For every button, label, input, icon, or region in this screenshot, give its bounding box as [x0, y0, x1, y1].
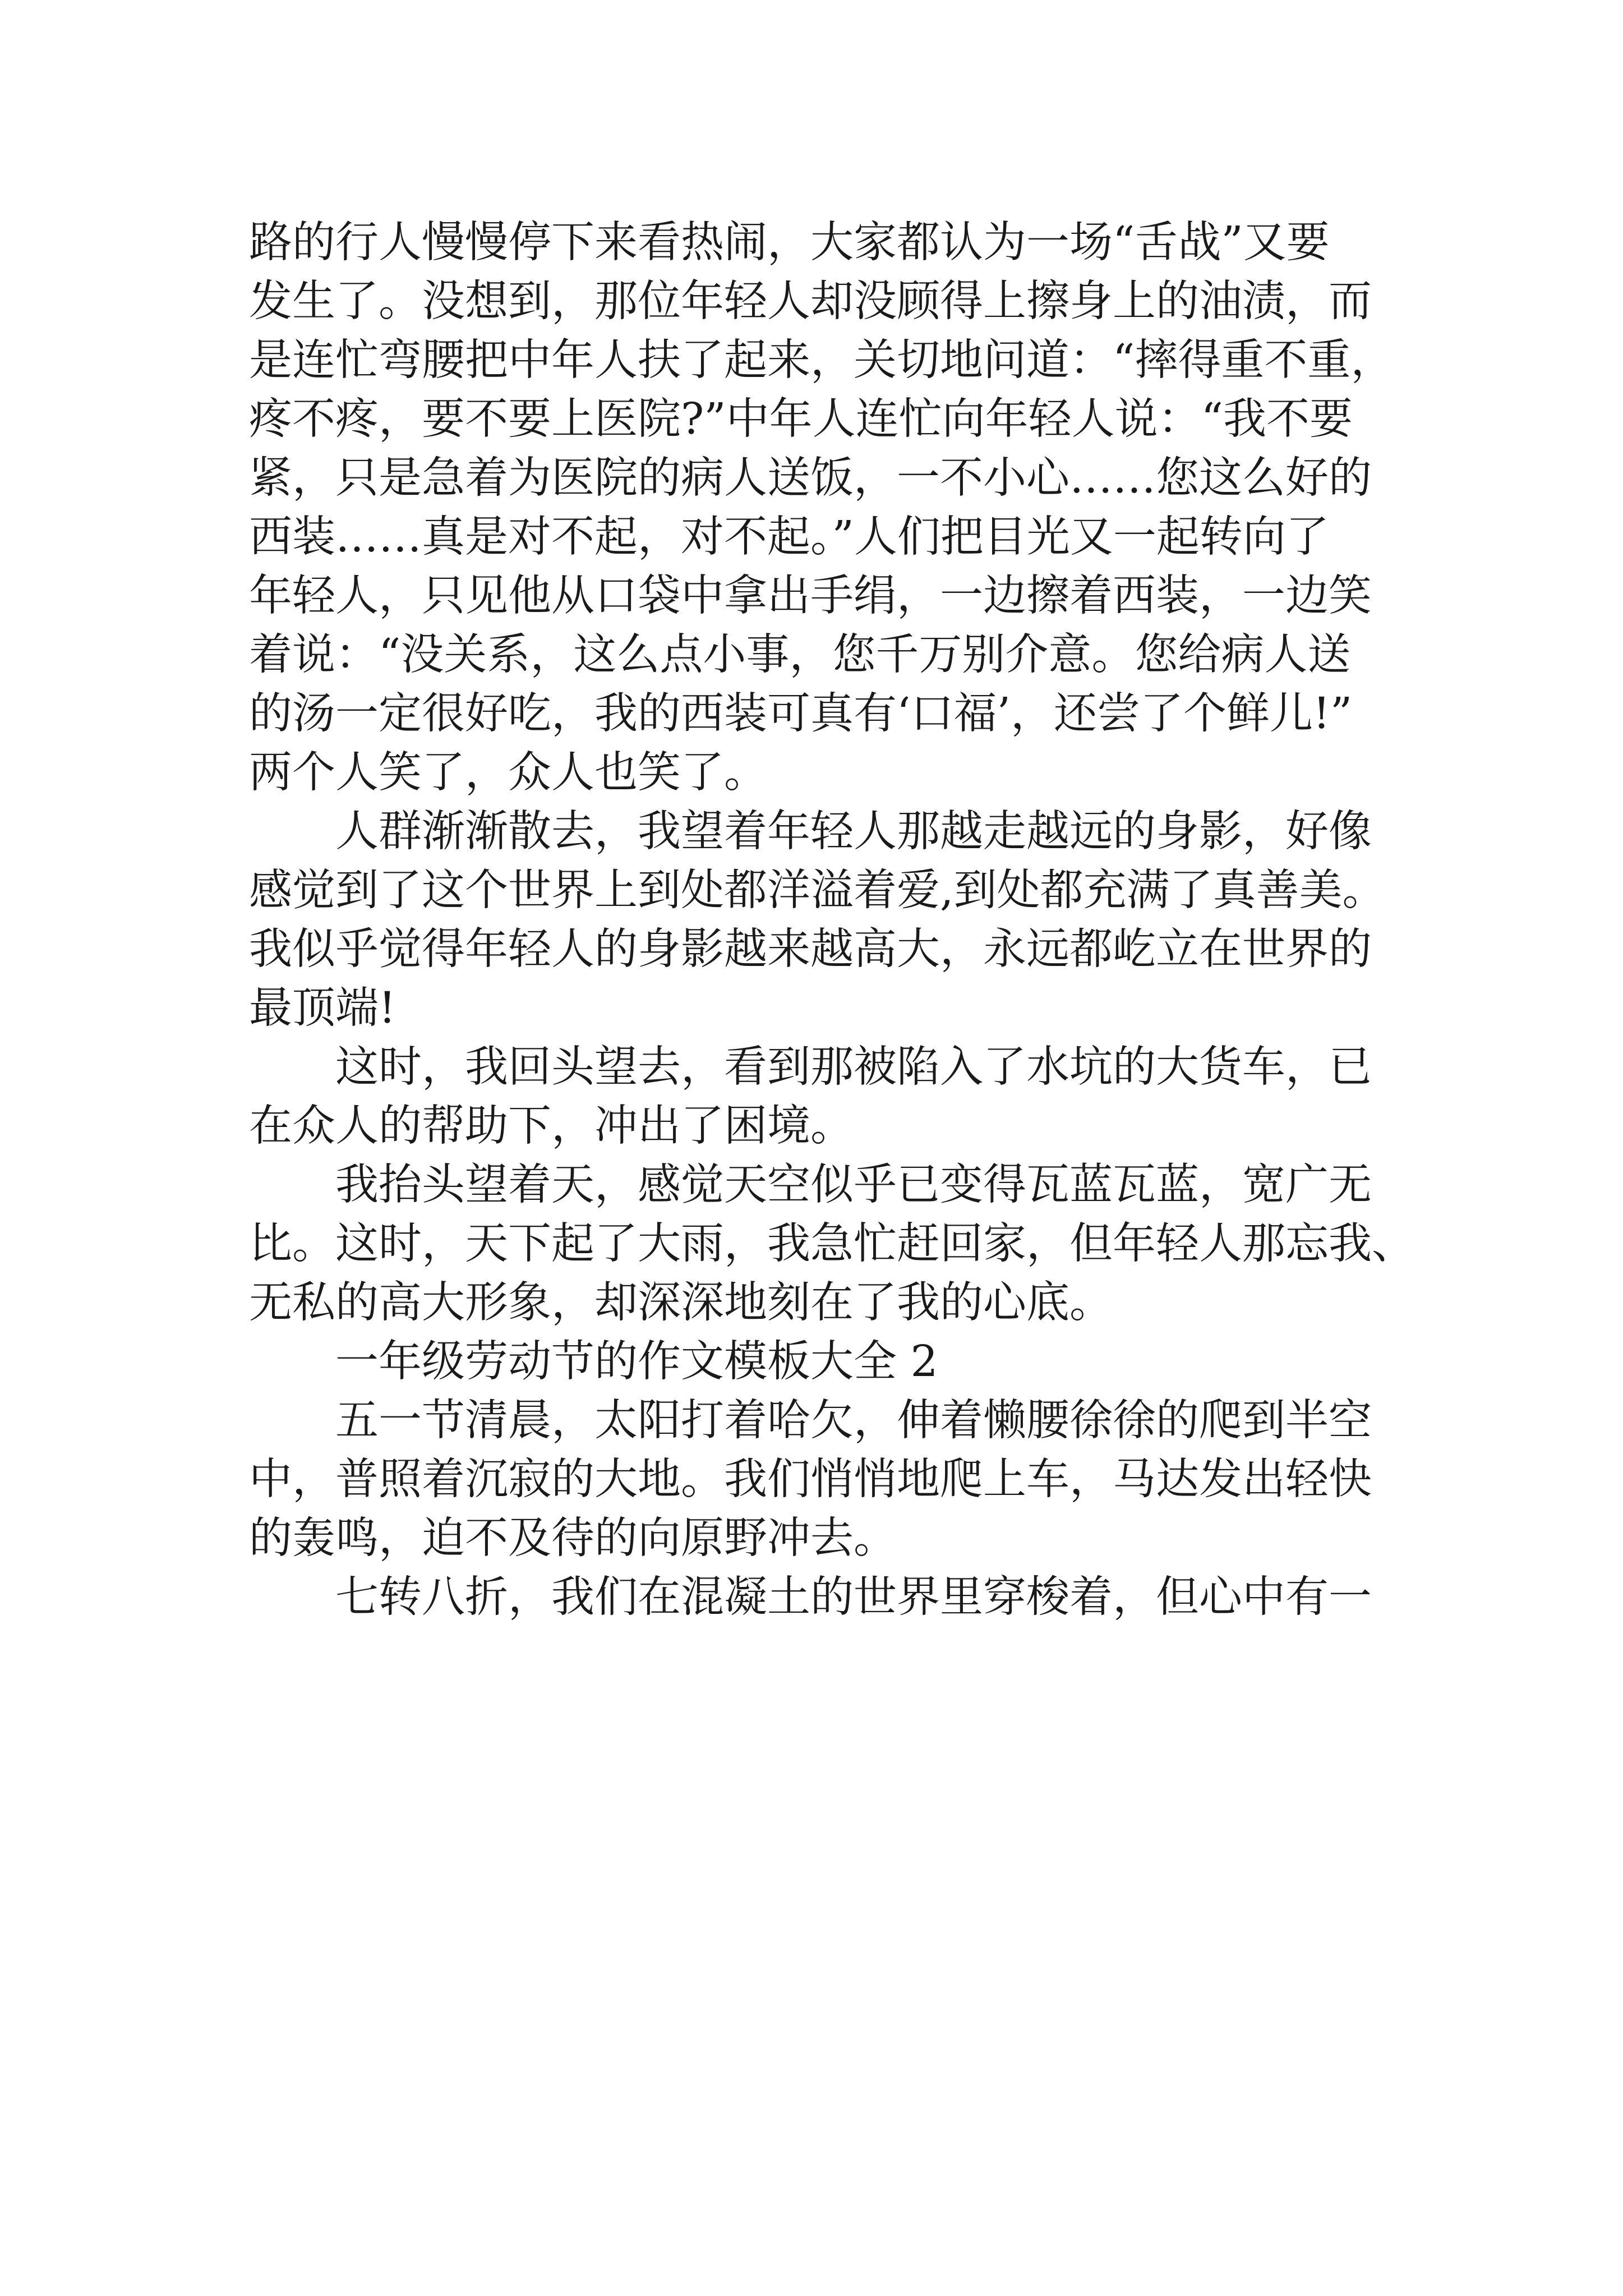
body-text: [249, 213, 1415, 1627]
text-line: 着说：“没关系，这么点小事，您千万别介意。您给病人送: [249, 630, 1351, 680]
text-line: 两个人笑了，众人也笑了。: [249, 748, 767, 798]
text-line: 的轰鸣，迫不及待的向原野冲去。: [249, 1513, 897, 1563]
paragraph-first-line: 人群渐渐散去，我望着年轻人那越走越远的身影，好像: [335, 807, 1372, 857]
text-line: 路的行人慢慢停下来看热闹，大家都认为一场“舌战”又要: [249, 218, 1330, 268]
text-line: 的汤一定很好吃，我的西装可真有‘口福’，还尝了个鲜儿!”: [249, 689, 1353, 739]
text-line: 是连忙弯腰把中年人扶了起来，关切地问道：“摔得重不重，: [249, 335, 1394, 385]
section-title: 一年级劳动节的作文模板大全 2: [335, 1337, 938, 1387]
paragraph-first-line: 七转八折，我们在混凝土的世界里穿梭着，但心中有一: [335, 1572, 1372, 1622]
text-line: 西装……真是对不起，对不起。”人们把目光又一起转向了: [249, 512, 1329, 562]
paragraph-first-line: 这时，我回头望去，看到那被陷入了水坑的大货车，已: [335, 1042, 1372, 1092]
text-line: 最顶端!: [249, 983, 396, 1033]
text-line: 疼不疼，要不要上医院?”中年人连忙向年轻人说：“我不要: [249, 394, 1353, 444]
paragraph-first-line: 我抬头望着天，感觉天空似乎已变得瓦蓝瓦蓝，宽广无: [335, 1160, 1372, 1210]
text-line: 年轻人，只见他从口袋中拿出手绢，一边擦着西装，一边笑: [249, 571, 1372, 621]
paragraph-first-line: 五一节清晨，太阳打着哈欠，伸着懒腰徐徐的爬到半空: [335, 1396, 1372, 1446]
text-line: 中，普照着沉寂的大地。我们悄悄地爬上车，马达发出轻快: [249, 1455, 1372, 1504]
text-line: 感觉到了这个世界上到处都洋溢着爱,到处都充满了真善美。: [249, 866, 1386, 915]
text-line: 紧，只是急着为医院的病人送饭，一不小心……您这么好的: [249, 453, 1372, 503]
text-line: 发生了。没想到，那位年轻人却没顾得上擦身上的油渍，而: [249, 277, 1372, 326]
text-line: 在众人的帮助下，冲出了困境。: [249, 1101, 854, 1151]
text-line: 比。这时，天下起了大雨，我急忙赶回家，但年轻人那忘我、: [249, 1219, 1415, 1269]
text-line: 无私的高大形象，却深深地刻在了我的心底。: [249, 1278, 1113, 1328]
text-line: 我似乎觉得年轻人的身影越来越高大，永远都屹立在世界的: [249, 924, 1372, 974]
